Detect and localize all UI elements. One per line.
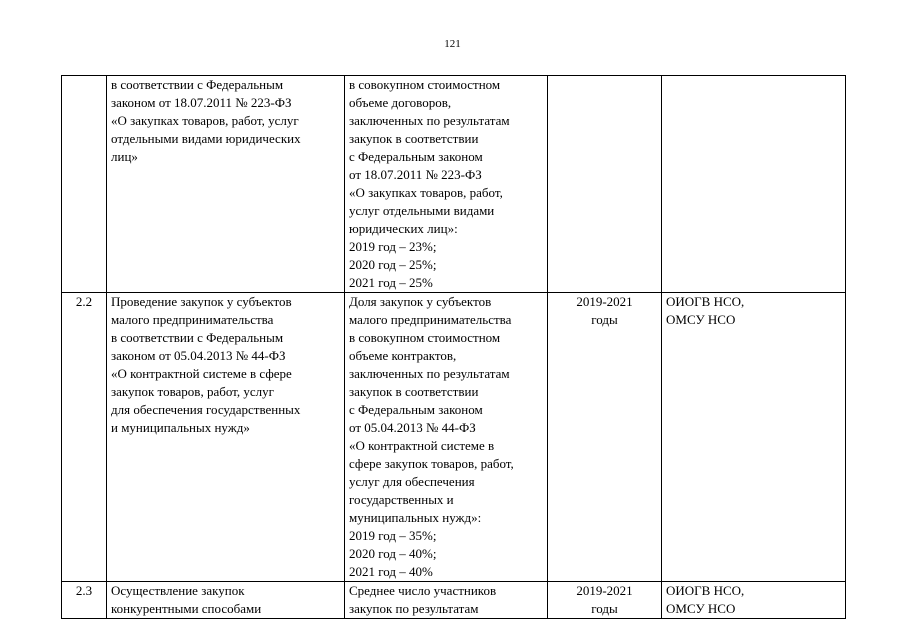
activity-line: в соответствии с Федеральным	[111, 77, 284, 92]
indicator-line: с Федеральным законом	[349, 402, 483, 417]
period-line: 2019-2021	[576, 294, 633, 309]
executors-line: ОИОГВ НСО,	[666, 294, 745, 309]
activity-cell	[107, 76, 345, 293]
indicator-cell	[345, 293, 548, 582]
row-number-cell	[62, 76, 107, 293]
indicator-line: от 18.07.2011 № 223-ФЗ	[349, 167, 482, 182]
indicator-line: муниципальных нужд»:	[349, 510, 482, 525]
indicator-line: закупок по результатам	[349, 601, 479, 616]
activity-cell	[107, 293, 345, 582]
indicator-line: Доля закупок у субъектов	[349, 294, 492, 309]
activity-line: Проведение закупок у субъектов	[111, 294, 292, 309]
activity-line: и муниципальных нужд»	[111, 420, 250, 435]
table-row	[62, 293, 846, 582]
activity-line: законом от 05.04.2013 № 44-ФЗ	[111, 348, 286, 363]
period-cell	[548, 582, 662, 619]
activity-line: малого предпринимательства	[111, 312, 274, 327]
indicator-cell	[345, 582, 548, 619]
indicator-line: заключенных по результатам	[349, 366, 510, 381]
indicator-line: «О контрактной системе в	[349, 438, 495, 453]
period-cell	[548, 76, 662, 293]
indicator-line: 2019 год – 35%;	[349, 528, 437, 543]
indicator-line: заключенных по результатам	[349, 113, 510, 128]
executors-line: ОИОГВ НСО,	[666, 583, 745, 598]
indicator-line: государственных и	[349, 492, 454, 507]
indicator-line: 2020 год – 40%;	[349, 546, 437, 561]
indicator-line: 2019 год – 23%;	[349, 239, 437, 254]
period-cell	[548, 293, 662, 582]
executors-cell	[662, 76, 846, 293]
activity-line: для обеспечения государственных	[111, 402, 301, 417]
row-number-cell: 2.2	[62, 293, 107, 582]
indicator-line: от 05.04.2013 № 44-ФЗ	[349, 420, 476, 435]
period-line: 2019-2021	[576, 583, 633, 598]
indicator-line: малого предпринимательства	[349, 312, 512, 327]
executors-cell	[662, 582, 846, 619]
activity-line: в соответствии с Федеральным	[111, 330, 284, 345]
indicator-line: 2021 год – 40%	[349, 564, 433, 579]
period-line: годы	[591, 601, 618, 616]
measures-table	[61, 75, 846, 619]
indicator-line: сфере закупок товаров, работ,	[349, 456, 514, 471]
indicator-line: закупок в соответствии	[349, 131, 479, 146]
indicator-line: 2020 год – 25%;	[349, 257, 437, 272]
indicator-line: объеме договоров,	[349, 95, 452, 110]
indicator-line: с Федеральным законом	[349, 149, 483, 164]
indicator-line: «О закупках товаров, работ,	[349, 185, 503, 200]
table-row	[62, 76, 846, 293]
activity-line: лиц»	[111, 149, 138, 164]
activity-line: Осуществление закупок	[111, 583, 245, 598]
executors-line: ОМСУ НСО	[666, 601, 736, 616]
activity-cell	[107, 582, 345, 619]
indicator-line: в совокупном стоимостном	[349, 77, 501, 92]
page-number: 121	[444, 38, 461, 50]
table-row	[62, 582, 846, 619]
indicator-line: объеме контрактов,	[349, 348, 457, 363]
executors-cell	[662, 293, 846, 582]
activity-line: закупок товаров, работ, услуг	[111, 384, 274, 399]
activity-line: конкурентными способами	[111, 601, 262, 616]
row-number-cell: 2.3	[62, 582, 107, 619]
indicator-line: закупок в соответствии	[349, 384, 479, 399]
executors-line: ОМСУ НСО	[666, 312, 736, 327]
indicator-line: Среднее число участников	[349, 583, 497, 598]
table-body	[62, 76, 846, 619]
activity-line: отдельными видами юридических	[111, 131, 301, 146]
activity-line: законом от 18.07.2011 № 223-ФЗ	[111, 95, 292, 110]
period-line: годы	[591, 312, 618, 327]
indicator-cell	[345, 76, 548, 293]
activity-line: «О закупках товаров, работ, услуг	[111, 113, 299, 128]
indicator-line: 2021 год – 25%	[349, 275, 433, 290]
indicator-line: услуг отдельными видами	[349, 203, 495, 218]
indicator-line: юридических лиц»:	[349, 221, 458, 236]
activity-line: «О контрактной системе в сфере	[111, 366, 292, 381]
indicator-line: услуг для обеспечения	[349, 474, 475, 489]
indicator-line: в совокупном стоимостном	[349, 330, 501, 345]
